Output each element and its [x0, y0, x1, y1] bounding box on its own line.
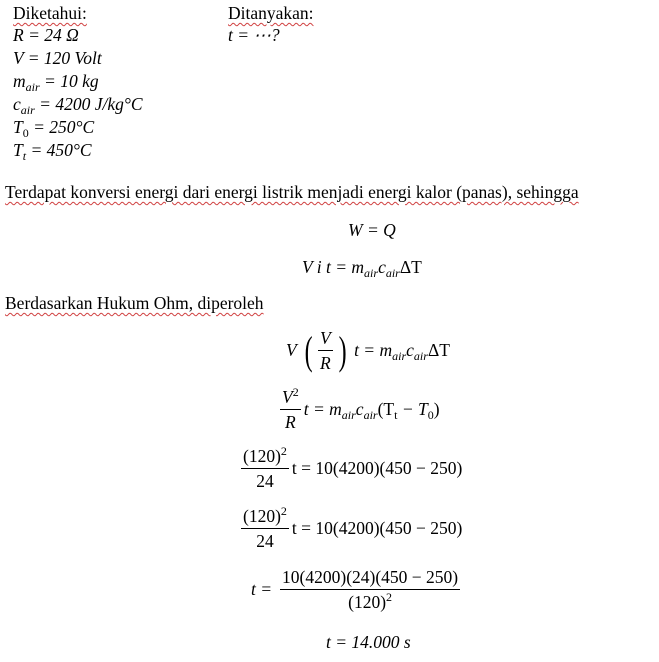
- eq7-lhs: t =: [251, 579, 273, 599]
- tt-subscript: t: [22, 149, 27, 163]
- known-mass: [13, 70, 99, 92]
- known-heading: Diketahui:: [13, 3, 87, 23]
- eq2-left: V i t = m: [302, 257, 365, 277]
- eq5-denominator: 24: [256, 471, 274, 491]
- eq5-numerator: $(120)^2$: [241, 446, 289, 469]
- eq3-close-paren: ): [338, 327, 347, 373]
- known-specific-heat: [13, 93, 143, 115]
- eq3-denominator: R: [320, 353, 331, 373]
- known-resistance: R = 24 Ω: [13, 25, 79, 45]
- t0-value: = 250°C: [28, 117, 95, 137]
- eq5-fraction: [241, 446, 289, 491]
- equation-v-squared: [277, 387, 440, 432]
- tt-value: = 450°C: [26, 140, 92, 160]
- asked-value: t = ⋯?: [228, 25, 280, 45]
- mass-value: = 10 kg: [39, 71, 99, 91]
- eq3-rhs: $t = m_{air}c_{air}\Delta T$: [354, 340, 450, 363]
- equation-electric-heat: [302, 256, 422, 278]
- t0-symbol: T: [13, 117, 23, 137]
- eq4-rhs: $t = m_{air}c_{air}(T_t - T_0)$: [303, 399, 440, 422]
- eq2-tail: ΔT: [399, 257, 422, 277]
- eq5-rhs: t = 10(4200)(450 − 250): [291, 458, 463, 478]
- known-initial-temperature: [13, 116, 94, 138]
- known-voltage: V = 120 Volt: [13, 48, 102, 68]
- eq4-denominator: R: [285, 412, 296, 432]
- paragraph-ohm-law: Berdasarkan Hukum Ohm, diperoleh: [5, 293, 264, 313]
- mass-symbol: m: [13, 71, 26, 91]
- heat-symbol: c: [13, 94, 21, 114]
- equation-ohm-substitution: [286, 328, 450, 373]
- eq3-fraction: [318, 328, 333, 373]
- eq7-numerator: 10(4200)(24)(450 − 250): [280, 567, 460, 590]
- eq7-denominator: $(120)^2$: [348, 590, 393, 612]
- eq2-sub2: air: [385, 266, 400, 280]
- equation-numeric-substitution-repeat: [238, 506, 462, 551]
- eq4-numerator: $V^2$: [280, 387, 301, 410]
- tt-symbol: T: [13, 140, 23, 160]
- equation-result: t = 14.000 s: [326, 632, 411, 652]
- equation-work-heat: W = Q: [348, 220, 396, 240]
- eq3-v: V: [286, 340, 297, 360]
- eq6-denominator: 24: [256, 531, 274, 551]
- asked-heading: Ditanyakan:: [228, 3, 314, 23]
- heat-subscript: air: [20, 103, 35, 117]
- eq3-open-paren: (: [304, 327, 313, 373]
- known-final-temperature: [13, 139, 92, 161]
- eq6-rhs: t = 10(4200)(450 − 250): [291, 518, 463, 538]
- heat-value: = 4200 J/kg°C: [34, 94, 143, 114]
- eq4-fraction: [280, 387, 301, 432]
- eq7-fraction: [280, 567, 460, 612]
- eq6-numerator: $(120)^2$: [241, 506, 289, 529]
- eq3-numerator: V: [318, 328, 333, 351]
- equation-numeric-substitution: [238, 446, 462, 491]
- eq2-c: c: [378, 257, 386, 277]
- eq6-fraction: [241, 506, 289, 551]
- paragraph-energy-conversion: Terdapat konversi energi dari energi listrik menjadi energi kalor (panas), sehingga: [5, 182, 579, 202]
- equation-solve-t: [251, 567, 463, 612]
- t0-subscript: 0: [22, 126, 29, 140]
- mass-subscript: air: [25, 80, 40, 94]
- eq2-sub1: air: [364, 266, 379, 280]
